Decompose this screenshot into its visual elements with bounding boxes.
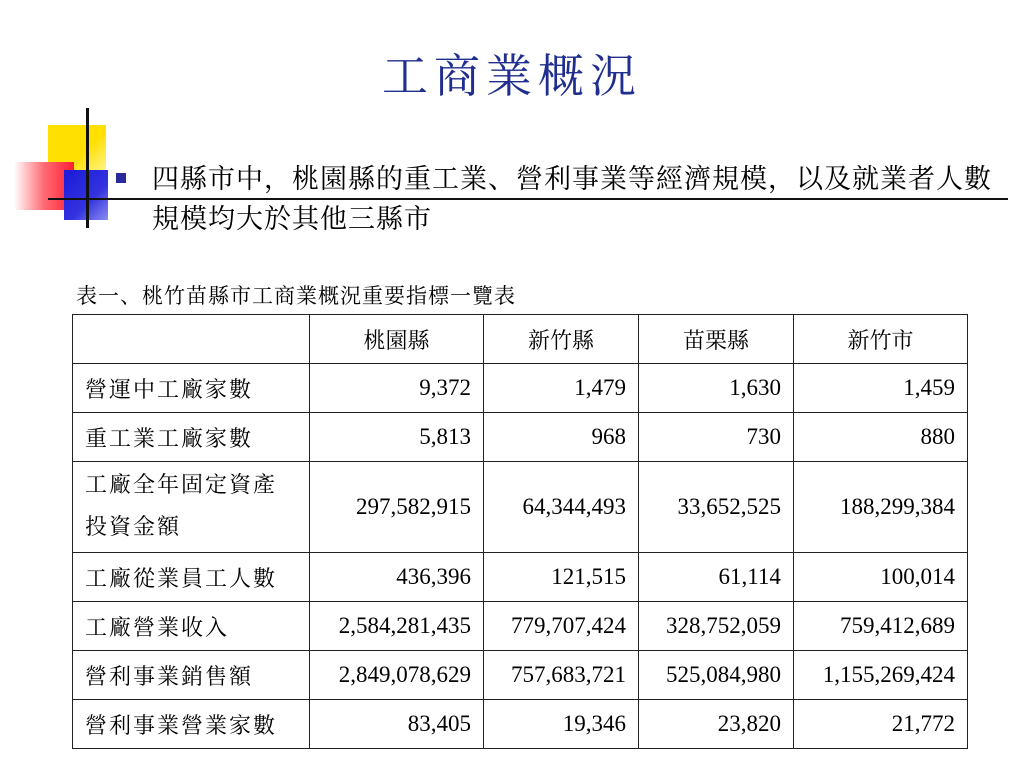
cell-value: 5,813 <box>310 413 484 462</box>
table-row <box>73 553 968 602</box>
header-cell-miaoli: 苗栗縣 <box>638 315 793 364</box>
header-cell-hsinchu-county: 新竹縣 <box>484 315 639 364</box>
cell-value: 83,405 <box>310 700 484 749</box>
cell-value: 2,584,281,435 <box>310 602 484 651</box>
cell-value: 880 <box>793 413 967 462</box>
cell-value: 297,582,915 <box>310 462 484 553</box>
row-label: 重工業工廠家數 <box>73 413 310 462</box>
cell-value: 61,114 <box>638 553 793 602</box>
cell-value: 436,396 <box>310 553 484 602</box>
cell-value: 23,820 <box>638 700 793 749</box>
cell-value: 757,683,721 <box>484 651 639 700</box>
indicator-table <box>72 314 968 749</box>
cell-value: 2,849,078,629 <box>310 651 484 700</box>
cell-value: 730 <box>638 413 793 462</box>
cell-value: 64,344,493 <box>484 462 639 553</box>
cell-value: 19,346 <box>484 700 639 749</box>
cell-value: 9,372 <box>310 364 484 413</box>
table-row <box>73 413 968 462</box>
row-label: 工廠從業員工人數 <box>73 553 310 602</box>
cell-value: 1,459 <box>793 364 967 413</box>
table-row <box>73 651 968 700</box>
cell-value: 188,299,384 <box>793 462 967 553</box>
cell-value: 968 <box>484 413 639 462</box>
decorative-blocks <box>0 0 140 240</box>
slide-title: 工商業概況 <box>382 49 642 103</box>
cell-value: 1,630 <box>638 364 793 413</box>
cell-value: 33,652,525 <box>638 462 793 553</box>
cell-value: 759,412,689 <box>793 602 967 651</box>
table-row <box>73 602 968 651</box>
table-caption: 表一、桃竹苗縣市工商業概況重要指標一覽表 <box>76 284 516 308</box>
table-row <box>73 700 968 749</box>
cell-value: 21,772 <box>793 700 967 749</box>
row-label: 營利事業營業家數 <box>73 700 310 749</box>
bullet-icon <box>116 173 126 183</box>
header-cell-taoyuan: 桃園縣 <box>310 315 484 364</box>
cell-value: 1,479 <box>484 364 639 413</box>
cell-value: 121,515 <box>484 553 639 602</box>
cell-value: 779,707,424 <box>484 602 639 651</box>
row-label: 營利事業銷售額 <box>73 651 310 700</box>
row-label: 營運中工廠家數 <box>73 364 310 413</box>
row-label: 工廠營業收入 <box>73 602 310 651</box>
cell-value: 525,084,980 <box>638 651 793 700</box>
row-label: 工廠全年固定資產投資金額 <box>73 462 310 553</box>
vertical-line <box>86 108 89 228</box>
table-row <box>73 364 968 413</box>
bullet-text: 四縣市中，桃園縣的重工業、營利事業等經濟規模，以及就業者人數規模均大於其他三縣市 <box>152 164 992 235</box>
cell-value: 1,155,269,424 <box>793 651 967 700</box>
header-cell-hsinchu-city: 新竹市 <box>793 315 967 364</box>
table-row <box>73 462 968 553</box>
cell-value: 328,752,059 <box>638 602 793 651</box>
table-header-row <box>73 315 968 364</box>
header-cell-blank <box>73 315 310 364</box>
cell-value: 100,014 <box>793 553 967 602</box>
